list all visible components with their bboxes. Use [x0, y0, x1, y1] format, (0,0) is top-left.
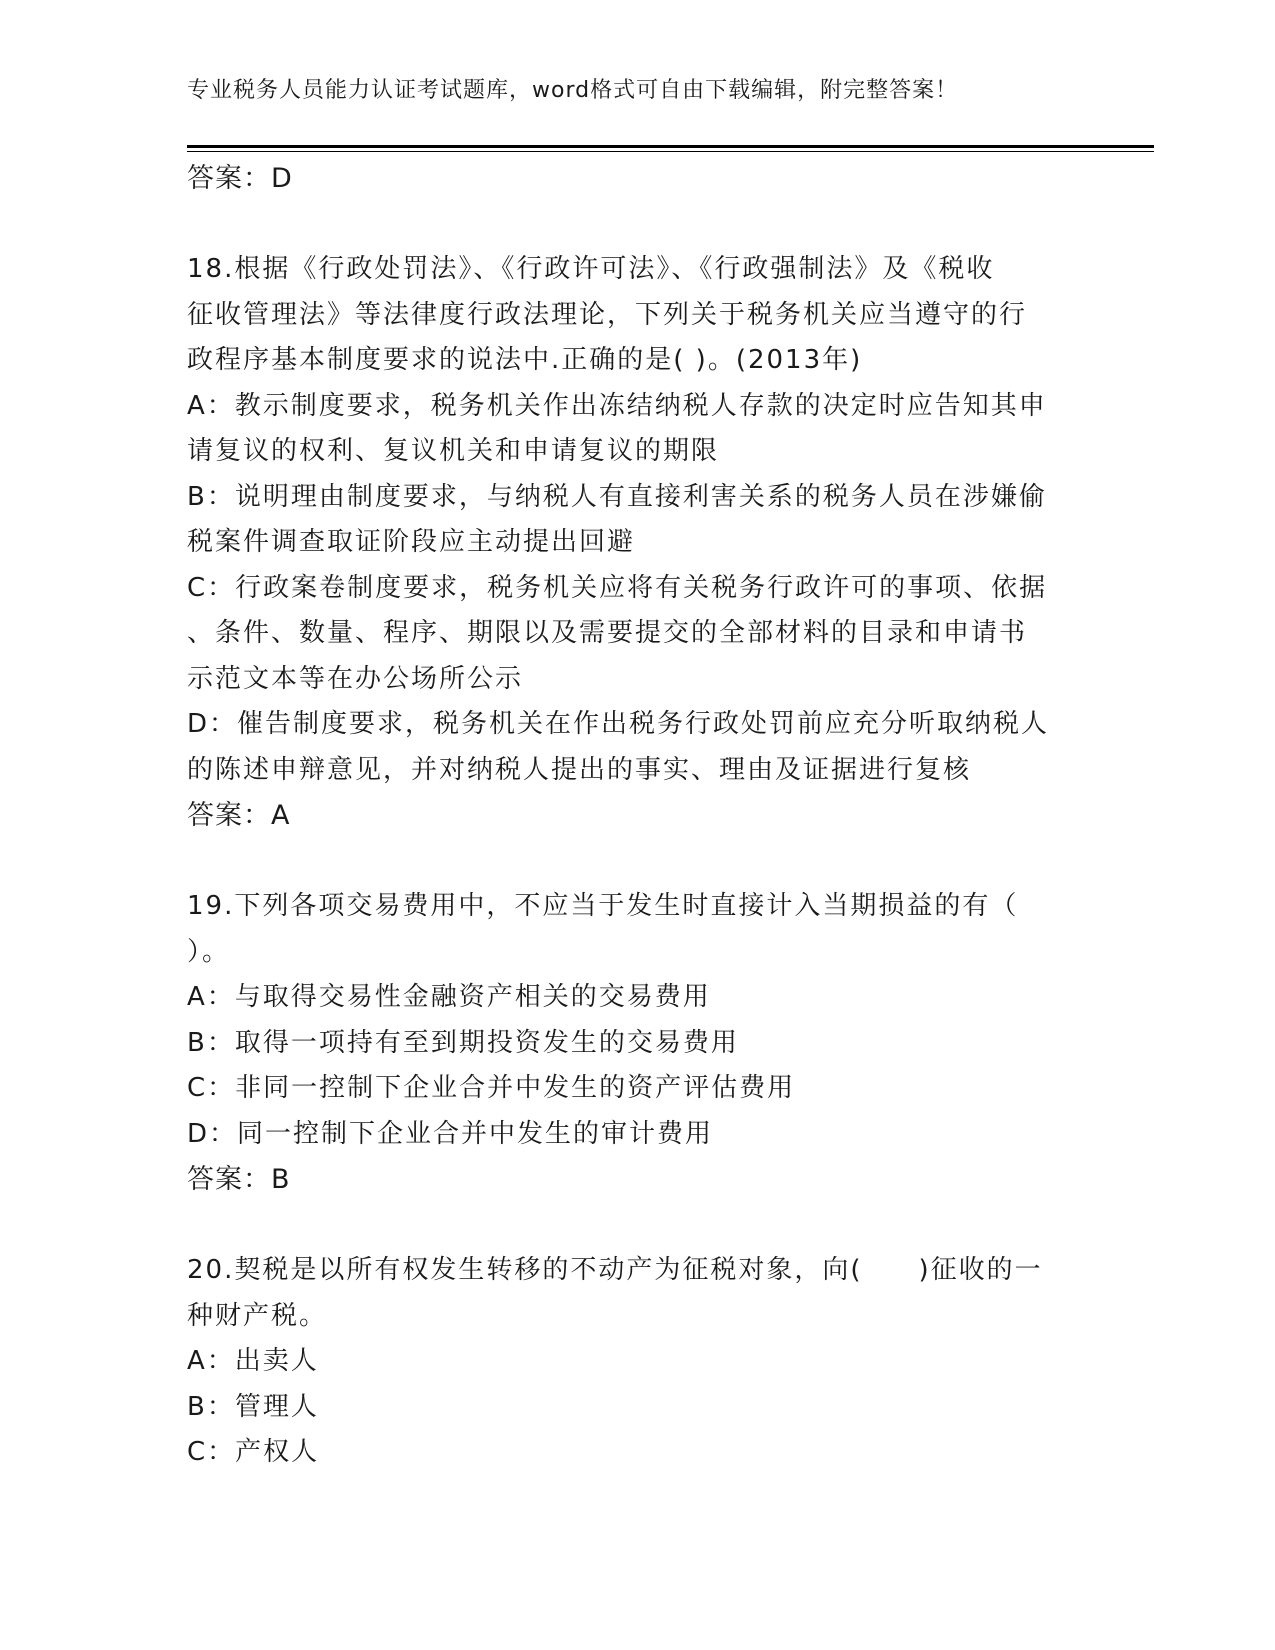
option-b: B：管理人 [187, 1391, 319, 1422]
option-d [187, 702, 1087, 793]
question-stem-line: 19.下列各项交易费用中，不应当于发生时直接计入当期损益的有（ [187, 891, 1019, 921]
option-a [187, 384, 1087, 475]
spacer [187, 202, 1087, 248]
option-line: A：教示制度要求，税务机关作出冻结纳税人存款的决定时应告知其申 [187, 390, 1047, 421]
question-stem-line: 征收管理法》等法律度行政法理论，下列关于税务机关应当遵守的行 [187, 299, 1028, 330]
question-stem-line: 政程序基本制度要求的说法中.正确的是( )。(2013年) [187, 345, 863, 375]
option-b: B：取得一项持有至到期投资发生的交易费用 [187, 1027, 739, 1058]
answer-line: 答案：B [187, 1164, 291, 1195]
option-c: C：非同一控制下企业合并中发生的资产评估费用 [187, 1073, 796, 1103]
question-19 [187, 884, 1087, 1203]
question-stem-line: 20.契税是以所有权发生转移的不动产为征税对象，向( )征收的一 [187, 1255, 1043, 1285]
document-body [187, 156, 1087, 1476]
option-line: 税案件调查取证阶段应主动提出回避 [187, 527, 636, 557]
spacer [187, 839, 1087, 885]
option-b [187, 475, 1087, 566]
question-stem-line: ）。 [187, 936, 231, 967]
question-stem-line: 种财产税。 [187, 1300, 328, 1331]
option-line: 、条件、数量、程序、期限以及需要提交的全部材料的目录和申请书 [187, 618, 1028, 648]
page-header: 专业税务人员能力认证考试题库，word格式可自由下载编辑，附完整答案！ [187, 78, 959, 103]
answer-line: 答案：D [187, 163, 293, 194]
option-c [187, 566, 1087, 703]
option-line: B：说明理由制度要求，与纳税人有直接利害关系的税务人员在涉嫌偷 [187, 481, 1047, 512]
option-a: A：与取得交易性金融资产相关的交易费用 [187, 982, 711, 1012]
header-rule-thick [187, 145, 1154, 148]
option-line: 的陈述申辩意见，并对纳税人提出的事实、理由及证据进行复核 [187, 754, 972, 785]
option-d: D：同一控制下企业合并中发生的审计费用 [187, 1118, 714, 1149]
question-stem-line: 18.根据《行政处罚法》、《行政许可法》、《行政强制法》及《税收 [187, 254, 995, 284]
option-line: C：行政案卷制度要求，税务机关应将有关税务行政许可的事项、依据 [187, 572, 1048, 603]
question-20 [187, 1248, 1087, 1476]
option-c: C：产权人 [187, 1437, 320, 1467]
option-line: 请复议的权利、复议机关和申请复议的期限 [187, 436, 720, 466]
option-line: D：催告制度要求，税务机关在作出税务行政处罚前应充分听取纳税人 [187, 709, 1050, 739]
answer-line: 答案：A [187, 800, 291, 831]
option-a: A：出卖人 [187, 1346, 319, 1376]
spacer [187, 1203, 1087, 1249]
option-line: 示范文本等在办公场所公示 [187, 663, 524, 694]
header-rule-thin [187, 151, 1154, 152]
question-18 [187, 247, 1087, 839]
